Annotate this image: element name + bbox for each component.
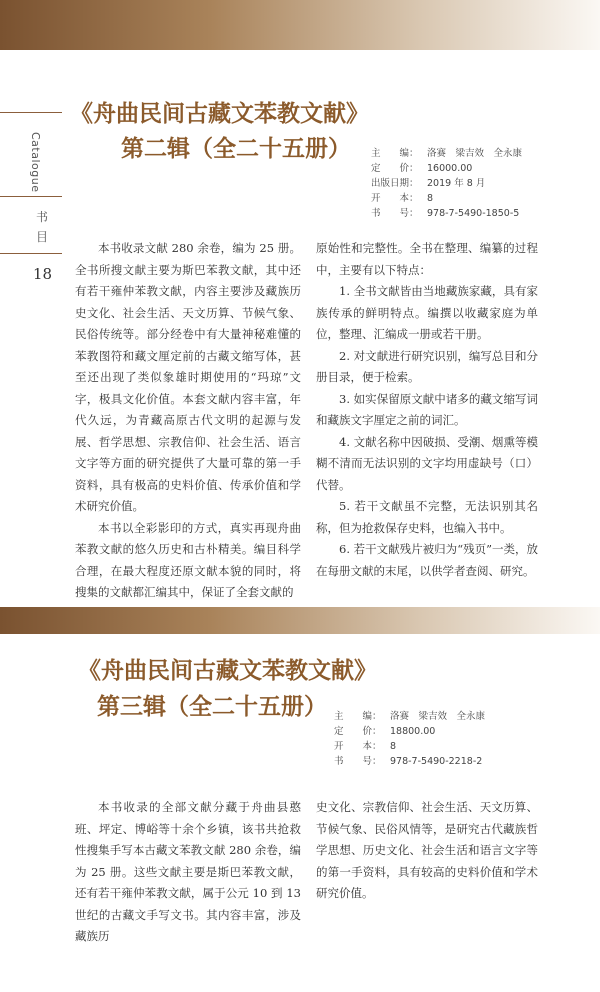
meta-key: 主 编： (334, 711, 382, 722)
paragraph: 史文化、宗教信仰、社会生活、天文历算、节候气象、民俗风情等，是研究古代藏族哲学思想、历史文化、社会生活和语言文字等的第一手资料，具有较高的史料价值和学术研究价值。 (316, 800, 538, 900)
meta-value: 978-7-5490-1850-5 (427, 208, 520, 219)
meta-row (371, 191, 522, 206)
meta-key: 书 号： (371, 208, 419, 219)
feature-item: 1. 全书文献皆由当地藏族家藏，具有家族传承的鲜明特点。编撰以收藏家庭为单位，整理、汇编成一册或若干册。 (316, 284, 538, 341)
meta-value: 8 (427, 193, 434, 204)
feature-item: 2. 对文献进行研究识别，编写总目和分册目录，便于检索。 (316, 348, 538, 384)
paragraph: 本书以全彩影印的方式，真实再现舟曲苯教文献的悠久历史和古朴精美。编目科学合理，在最大程度还原文献本貌的同时，将搜集的文献都汇编其中，保证了全套文献的 (75, 520, 301, 599)
book1-right-column (316, 238, 538, 582)
meta-key: 定 价： (371, 163, 419, 174)
book1-meta (371, 146, 522, 221)
section-label-char: 目 (35, 230, 48, 244)
book2-subtitle: 第三辑（全二十五册） (97, 694, 327, 720)
paragraph: 本书收录文献 280 余卷，编为 25 册。全书所搜文献主要为斯巴苯教文献，其中还有若干雍仲苯教文献，内容主要涉及藏族历史文化、社会生活、天文历算、节候气象、民俗传统等。部分经卷中有大量神秘难懂的苯教图符和藏文厘定前的古藏文缩写体，甚至还出现了类似象雄时期使用的“玛琼”文字，极具文化价值。本套文献内容丰富，年代久远，为青藏高原古代文明的起源与发展、哲学思想、宗教信仰、社会生活、语言文字等方面的研究提供了大量可靠的第一手资料，具有极高的史料价值、传承价值和学术研究价值。 (75, 241, 301, 513)
meta-value: 8 (390, 741, 397, 752)
paragraph: 原始性和完整性。全书在整理、编纂的过程中，主要有以下特点： (316, 241, 538, 277)
feature-item: 4. 文献名称中因破损、受潮、烟熏等模糊不清而无法识别的文字均用虚缺号（口）代替。 (316, 434, 538, 492)
meta-value: 16000.00 (427, 163, 473, 174)
meta-row (334, 754, 485, 769)
book2-left-column (75, 797, 301, 948)
section-label (35, 207, 49, 247)
book1-title: 《舟曲民间古藏文苯教文献》 (70, 101, 369, 127)
meta-value: 洛赛 梁吉效 全永康 (427, 148, 523, 159)
sidebar-divider (0, 112, 62, 113)
feature-item: 3. 如实保留原文献中诸多的藏文缩写词和藏族文字厘定之前的词汇。 (316, 391, 538, 427)
top-decorative-band (0, 0, 600, 50)
book1-left-column (75, 238, 301, 604)
meta-row (334, 709, 485, 724)
feature-item: 5. 若干文献虽不完整，无法识别其名称，但为抢救保存史料，也编入书中。 (316, 499, 538, 535)
meta-row (334, 739, 485, 754)
book2-title: 《舟曲民间古藏文苯教文献》 (78, 658, 377, 684)
section-label-char: 书 (35, 210, 48, 224)
meta-value: 洛赛 梁吉效 全永康 (390, 711, 486, 722)
meta-key: 开 本： (334, 741, 382, 752)
meta-key: 主 编： (371, 148, 419, 159)
book2-meta (334, 709, 485, 769)
meta-value: 978-7-5490-2218-2 (390, 756, 483, 767)
meta-value: 18800.00 (390, 726, 436, 737)
meta-row (371, 206, 522, 221)
meta-value: 2019 年 8 月 (427, 178, 486, 189)
middle-decorative-band (0, 607, 600, 634)
meta-key: 出版日期： (371, 178, 419, 189)
sidebar-divider (0, 196, 62, 197)
feature-item: 6. 若干文献残片被归为“残页”一类，放在每册文献的末尾，以供学者查阅、研究。 (316, 542, 538, 578)
page-number: 18 (33, 265, 53, 283)
sidebar-divider (0, 253, 62, 254)
meta-row (371, 161, 522, 176)
meta-row (371, 146, 522, 161)
meta-row (371, 176, 522, 191)
meta-key: 书 号： (334, 756, 382, 767)
book2-right-column (316, 797, 538, 905)
catalogue-label: Catalogue (29, 132, 42, 193)
meta-key: 开 本： (371, 193, 419, 204)
book1-subtitle: 第二辑（全二十五册） (121, 136, 351, 162)
paragraph: 本书收录的全部文献分藏于舟曲县憨班、坪定、博峪等十余个乡镇，该书共抢救性搜集手写本古藏文苯教文献 280 余卷，编为 25 册。这些文献主要是斯巴苯教文献，还有若干雍仲苯教文献，属于公元 10 到 13 世纪的古藏文手写文书。其内容丰富，涉及藏族历 (75, 800, 301, 943)
meta-row (334, 724, 485, 739)
meta-key: 定 价： (334, 726, 382, 737)
